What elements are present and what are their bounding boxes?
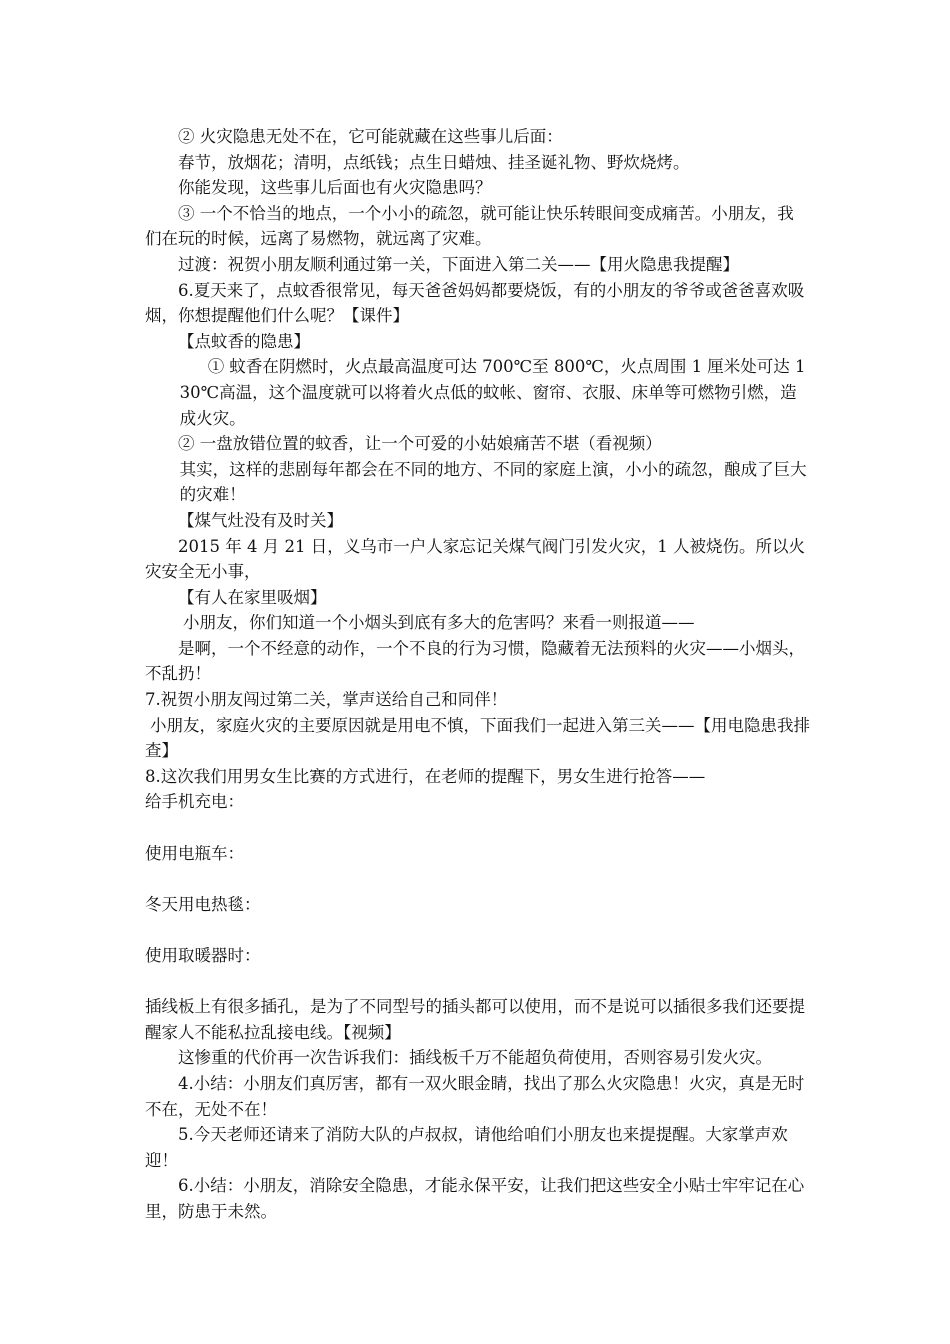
paragraph: 其实，这样的悲剧每年都会在不同的地方、不同的家庭上演，小小的疏忽，酿成了巨大的灾难！	[179, 459, 807, 505]
blank-line	[145, 969, 810, 995]
section-heading: 【点蚊香的隐患】	[178, 331, 310, 351]
paragraph: 给手机充电：	[145, 792, 244, 812]
paragraph: ② 一盘放错位置的蚊香，让一个可爱的小姑娘痛苦不堪（看视频）	[178, 434, 662, 454]
section-heading: 【煤气灶没有及时关】	[178, 510, 343, 530]
paragraph: 8.这次我们用男女生比赛的方式进行，在老师的提醒下，男女生进行抢答——	[145, 766, 706, 786]
paragraph: 6.小结：小朋友，消除安全隐患，才能永保平安，让我们把这些安全小贴士牢牢记在心里，防患于未然。	[145, 1176, 805, 1221]
paragraph: 春节，放烟花；清明，点纸钱；点生日蜡烛、挂圣诞礼物、野炊烧烤。	[178, 152, 690, 172]
paragraph: 冬天用电热毯：	[145, 894, 261, 914]
paragraph: 你能发现，这些事儿后面也有火灾隐患吗？	[178, 178, 492, 198]
paragraph: 小朋友，你们知道一个小烟头到底有多大的危害吗？来看一则报道——	[182, 613, 695, 633]
paragraph: 7.祝贺小朋友闯过第二关，掌声送给自己和同伴！	[145, 690, 508, 710]
paragraph: 小朋友，家庭火灾的主要原因就是用电不慎，下面我们一起进入第三关——【用电隐患我排查】	[145, 715, 810, 761]
paragraph: 使用取暖器时：	[145, 946, 261, 965]
paragraph: ③ 一个不恰当的地点，一个小小的疏忽，就可能让快乐转眼间变成痛苦。小朋友，我们在玩的时候，远离了易燃物，就远离了灾难。	[145, 203, 794, 249]
paragraph: 4.小结：小朋友们真厉害，都有一双火眼金睛，找出了那么火灾隐患！火灾，真是无时不在，无处不在！	[145, 1073, 805, 1119]
paragraph: ① 蚊香在阴燃时，火点最高温度可达 700℃至 800℃，火点周围 1 厘米处可达 130℃高温，这个温度就可以将着火点低的蚊帐、窗帘、衣服、床单等可燃物引燃，造成火灾。	[179, 357, 806, 428]
paragraph: 6.夏天来了，点蚊香很常见，每天爸爸妈妈都要烧饭，有的小朋友的爷爷或爸爸喜欢吸烟，你想提醒他们什么呢？【课件】	[145, 280, 805, 326]
paragraph: 插线板上有很多插孔，是为了不同型号的插头都可以使用，而不是说可以插很多我们还要提醒家人不能私拉乱接电线。【视频】	[145, 997, 805, 1042]
section-heading: 【有人在家里吸烟】	[178, 587, 327, 607]
paragraph: 过渡：祝贺小朋友顺利通过第一关，下面进入第二关——【用火隐患我提醒】	[178, 254, 739, 274]
paragraph: 使用电瓶车：	[145, 843, 244, 863]
paragraph: ② 火灾隐患无处不在，它可能就藏在这些事儿后面：	[178, 127, 563, 146]
paragraph: 这惨重的代价再一次告诉我们：插线板千万不能超负荷使用，否则容易引发火灾。	[178, 1048, 772, 1068]
blank-line	[145, 917, 810, 943]
paragraph: 5.今天老师还请来了消防大队的卢叔叔，请他给咱们小朋友也来提提醒。大家掌声欢迎！	[145, 1125, 788, 1170]
blank-line	[145, 815, 810, 841]
paragraph: 是啊，一个不经意的动作，一个不良的行为习惯，隐藏着无法预料的火灾——小烟头，不乱扔！	[145, 638, 805, 684]
paragraph: 2015 年 4 月 21 日，义乌市一户人家忘记关煤气阀门引发火灾，1 人被烧伤。所以火灾安全无小事，	[145, 536, 805, 582]
blank-line	[145, 866, 810, 892]
document-body	[145, 124, 810, 1225]
